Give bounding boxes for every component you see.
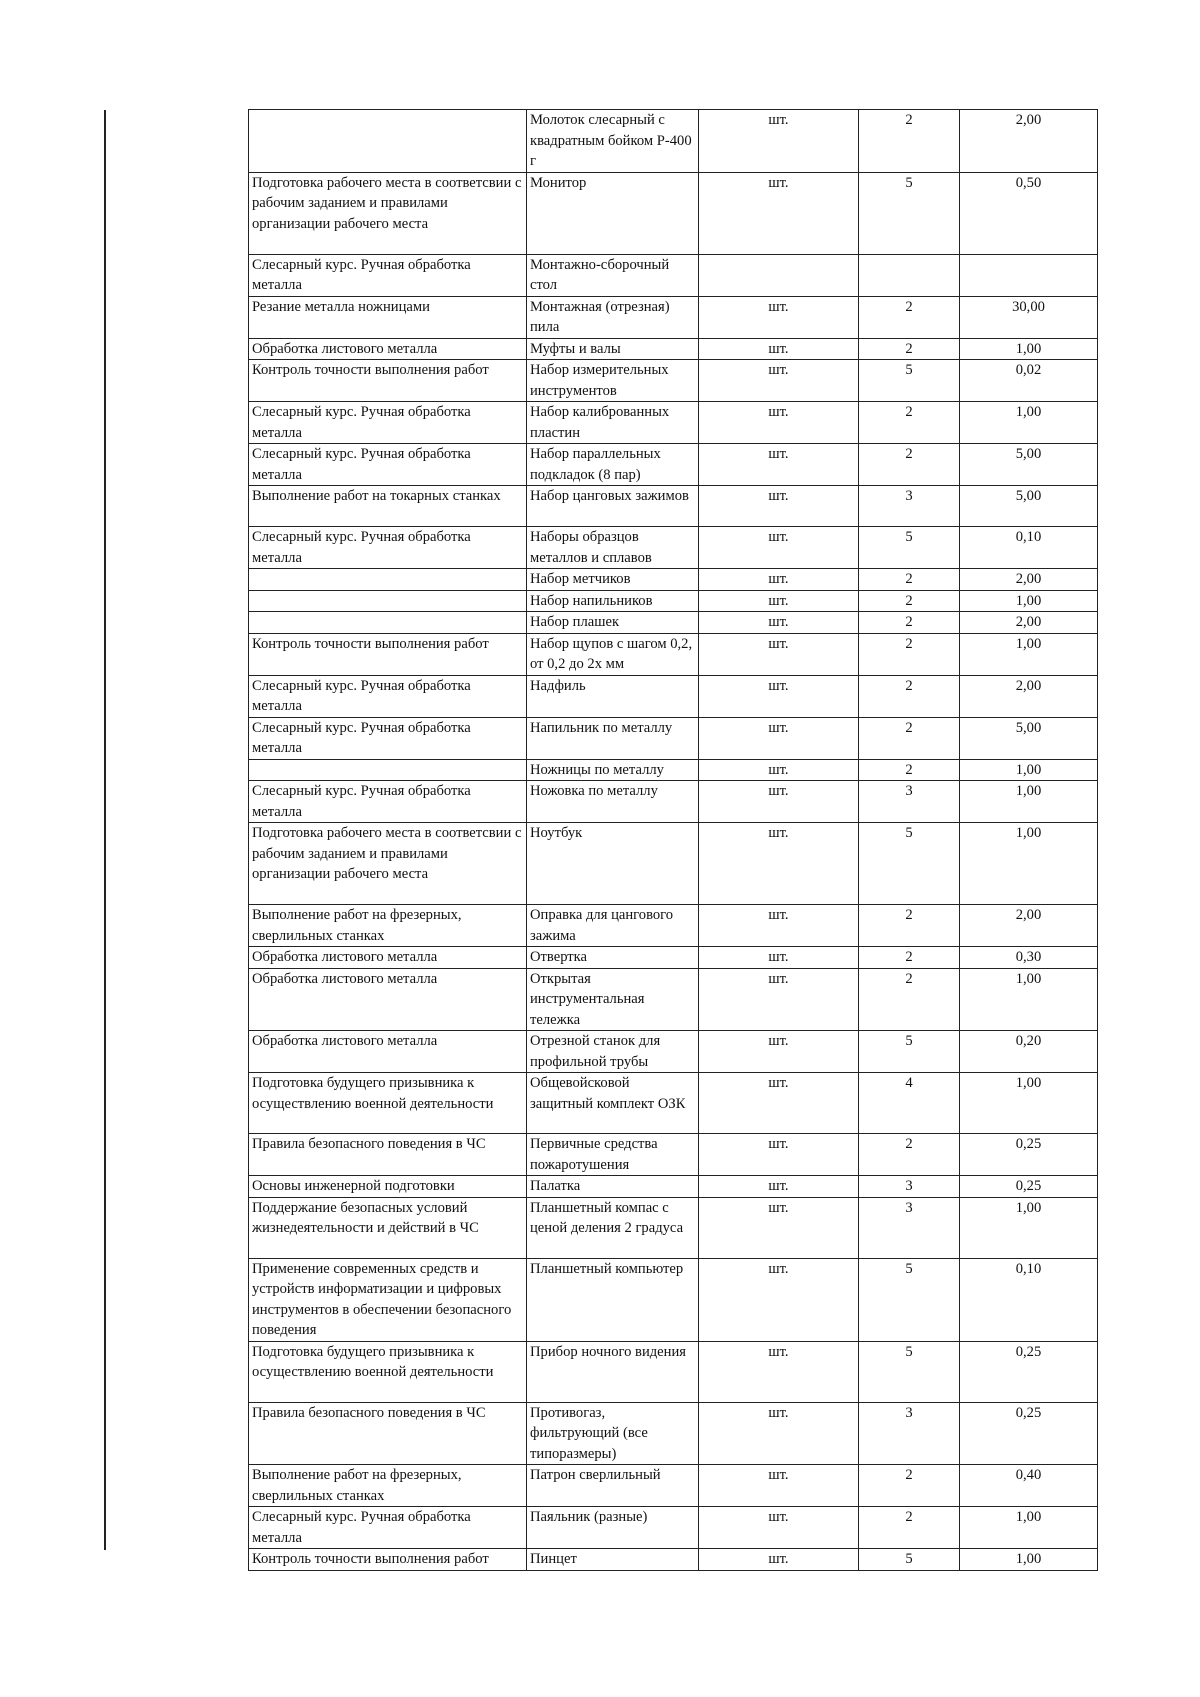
cell-price: 0,02 xyxy=(960,360,1098,402)
cell-price: 2,00 xyxy=(960,675,1098,717)
cell-course: Обработка листового металла xyxy=(249,1031,527,1073)
table-row xyxy=(249,1176,1098,1198)
cell-qty: 2 xyxy=(859,1507,960,1549)
table-row xyxy=(249,296,1098,338)
cell-unit: шт. xyxy=(699,781,859,823)
table-row xyxy=(249,1465,1098,1507)
cell-unit: шт. xyxy=(699,444,859,486)
cell-course: Выполнение работ на фрезерных, сверлильных станках xyxy=(249,905,527,947)
cell-unit: шт. xyxy=(699,717,859,759)
cell-qty: 2 xyxy=(859,717,960,759)
cell-price: 1,00 xyxy=(960,402,1098,444)
cell-unit: шт. xyxy=(699,633,859,675)
table-row xyxy=(249,717,1098,759)
cell-price: 30,00 xyxy=(960,296,1098,338)
table-row xyxy=(249,527,1098,569)
table-row xyxy=(249,612,1098,634)
cell-item: Набор измерительных инструментов xyxy=(527,360,699,402)
cell-unit: шт. xyxy=(699,759,859,781)
cell-qty xyxy=(859,254,960,296)
cell-course: Слесарный курс. Ручная обработка металла xyxy=(249,675,527,717)
cell-item: Набор плашек xyxy=(527,612,699,634)
cell-unit: шт. xyxy=(699,402,859,444)
cell-item: Надфиль xyxy=(527,675,699,717)
cell-course: Контроль точности выполнения работ xyxy=(249,1549,527,1571)
cell-unit: шт. xyxy=(699,823,859,905)
cell-price: 0,25 xyxy=(960,1402,1098,1465)
equipment-table xyxy=(248,109,1098,1571)
cell-item: Напильник по металлу xyxy=(527,717,699,759)
table-row xyxy=(249,781,1098,823)
cell-qty: 2 xyxy=(859,110,960,173)
table-row xyxy=(249,759,1098,781)
cell-item: Противогаз, фильтрующий (все типоразмеры) xyxy=(527,1402,699,1465)
cell-qty: 2 xyxy=(859,905,960,947)
cell-price: 1,00 xyxy=(960,1073,1098,1134)
cell-item: Монтажная (отрезная) пила xyxy=(527,296,699,338)
cell-unit: шт. xyxy=(699,110,859,173)
cell-unit: шт. xyxy=(699,1031,859,1073)
cell-unit xyxy=(699,254,859,296)
cell-item: Ножницы по металлу xyxy=(527,759,699,781)
cell-course: Слесарный курс. Ручная обработка металла xyxy=(249,1507,527,1549)
cell-price: 1,00 xyxy=(960,759,1098,781)
cell-unit: шт. xyxy=(699,360,859,402)
cell-item: Набор параллельных подкладок (8 пар) xyxy=(527,444,699,486)
table-row xyxy=(249,402,1098,444)
cell-item: Набор напильников xyxy=(527,590,699,612)
cell-course: Правила безопасного поведения в ЧС xyxy=(249,1402,527,1465)
cell-unit: шт. xyxy=(699,172,859,254)
cell-qty: 2 xyxy=(859,338,960,360)
cell-unit: шт. xyxy=(699,675,859,717)
cell-price: 2,00 xyxy=(960,569,1098,591)
cell-price: 0,20 xyxy=(960,1031,1098,1073)
table-row xyxy=(249,569,1098,591)
table-row xyxy=(249,1341,1098,1402)
cell-course xyxy=(249,569,527,591)
table-row xyxy=(249,338,1098,360)
cell-qty: 2 xyxy=(859,612,960,634)
table-row xyxy=(249,172,1098,254)
cell-course: Слесарный курс. Ручная обработка металла xyxy=(249,781,527,823)
cell-course xyxy=(249,110,527,173)
cell-course: Слесарный курс. Ручная обработка металла xyxy=(249,444,527,486)
table-row xyxy=(249,968,1098,1031)
cell-price: 1,00 xyxy=(960,1197,1098,1258)
cell-item: Паяльник (разные) xyxy=(527,1507,699,1549)
cell-price: 1,00 xyxy=(960,823,1098,905)
cell-unit: шт. xyxy=(699,1549,859,1571)
cell-item: Планшетный компьютер xyxy=(527,1258,699,1341)
cell-course: Обработка листового металла xyxy=(249,947,527,969)
cell-unit: шт. xyxy=(699,612,859,634)
cell-item: Прибор ночного видения xyxy=(527,1341,699,1402)
cell-price: 2,00 xyxy=(960,905,1098,947)
table-row xyxy=(249,947,1098,969)
table-row xyxy=(249,1197,1098,1258)
cell-course: Слесарный курс. Ручная обработка металла xyxy=(249,254,527,296)
table-row xyxy=(249,823,1098,905)
cell-item: Набор калиброванных пластин xyxy=(527,402,699,444)
cell-unit: шт. xyxy=(699,1465,859,1507)
cell-qty: 2 xyxy=(859,947,960,969)
cell-qty: 2 xyxy=(859,569,960,591)
equipment-table-body xyxy=(249,110,1098,1571)
cell-qty: 3 xyxy=(859,486,960,527)
table-row xyxy=(249,1258,1098,1341)
cell-qty: 2 xyxy=(859,1134,960,1176)
cell-price: 0,25 xyxy=(960,1341,1098,1402)
cell-item: Набор метчиков xyxy=(527,569,699,591)
cell-qty: 3 xyxy=(859,1176,960,1198)
cell-course: Выполнение работ на фрезерных, сверлильных станках xyxy=(249,1465,527,1507)
cell-price: 1,00 xyxy=(960,1549,1098,1571)
cell-course: Обработка листового металла xyxy=(249,338,527,360)
cell-qty: 2 xyxy=(859,590,960,612)
cell-item: Молоток слесарный с квадратным бойком Р-400 г xyxy=(527,110,699,173)
cell-item: Патрон сверлильный xyxy=(527,1465,699,1507)
cell-unit: шт. xyxy=(699,1258,859,1341)
cell-unit: шт. xyxy=(699,296,859,338)
cell-price: 0,30 xyxy=(960,947,1098,969)
cell-qty: 3 xyxy=(859,781,960,823)
cell-item: Отвертка xyxy=(527,947,699,969)
cell-item: Оправка для цангового зажима xyxy=(527,905,699,947)
table-row xyxy=(249,254,1098,296)
cell-item: Ножовка по металлу xyxy=(527,781,699,823)
cell-qty: 5 xyxy=(859,1549,960,1571)
cell-price: 0,25 xyxy=(960,1134,1098,1176)
cell-qty: 2 xyxy=(859,444,960,486)
cell-item: Пинцет xyxy=(527,1549,699,1571)
cell-unit: шт. xyxy=(699,1197,859,1258)
cell-course: Правила безопасного поведения в ЧС xyxy=(249,1134,527,1176)
cell-unit: шт. xyxy=(699,1176,859,1198)
table-row xyxy=(249,590,1098,612)
cell-course: Применение современных средств и устройств информатизации и цифровых инструментов в обеспечении безопасного поведения xyxy=(249,1258,527,1341)
cell-price: 2,00 xyxy=(960,612,1098,634)
cell-qty: 2 xyxy=(859,633,960,675)
table-row xyxy=(249,360,1098,402)
table-row xyxy=(249,444,1098,486)
cell-course: Поддержание безопасных условий жизнедеятельности и действий в ЧС xyxy=(249,1197,527,1258)
table-row xyxy=(249,1402,1098,1465)
table-row xyxy=(249,905,1098,947)
cell-qty: 3 xyxy=(859,1402,960,1465)
cell-item: Общевойсковой защитный комплект ОЗК xyxy=(527,1073,699,1134)
cell-course xyxy=(249,590,527,612)
table-row xyxy=(249,1549,1098,1571)
cell-price: 0,10 xyxy=(960,1258,1098,1341)
cell-price: 0,10 xyxy=(960,527,1098,569)
cell-qty: 5 xyxy=(859,172,960,254)
cell-qty: 2 xyxy=(859,1465,960,1507)
cell-qty: 2 xyxy=(859,759,960,781)
table-row xyxy=(249,675,1098,717)
cell-course: Слесарный курс. Ручная обработка металла xyxy=(249,717,527,759)
cell-unit: шт. xyxy=(699,338,859,360)
cell-course: Подготовка рабочего места в соответсвии с рабочим заданием и правилами организации рабочего места xyxy=(249,823,527,905)
cell-item: Набор щупов с шагом 0,2, от 0,2 до 2х мм xyxy=(527,633,699,675)
cell-qty: 5 xyxy=(859,527,960,569)
cell-qty: 4 xyxy=(859,1073,960,1134)
cell-item: Планшетный компас с ценой деления 2 градуса xyxy=(527,1197,699,1258)
cell-qty: 5 xyxy=(859,360,960,402)
table-row xyxy=(249,633,1098,675)
cell-unit: шт. xyxy=(699,527,859,569)
table-row xyxy=(249,486,1098,527)
table-row xyxy=(249,1073,1098,1134)
cell-unit: шт. xyxy=(699,947,859,969)
cell-item: Монитор xyxy=(527,172,699,254)
cell-qty: 2 xyxy=(859,675,960,717)
cell-qty: 5 xyxy=(859,823,960,905)
cell-item: Отрезной станок для профильной трубы xyxy=(527,1031,699,1073)
cell-unit: шт. xyxy=(699,905,859,947)
cell-qty: 5 xyxy=(859,1341,960,1402)
cell-unit: шт. xyxy=(699,590,859,612)
cell-price xyxy=(960,254,1098,296)
cell-unit: шт. xyxy=(699,968,859,1031)
cell-unit: шт. xyxy=(699,1134,859,1176)
cell-item: Палатка xyxy=(527,1176,699,1198)
cell-price: 1,00 xyxy=(960,1507,1098,1549)
cell-course: Обработка листового металла xyxy=(249,968,527,1031)
cell-course xyxy=(249,759,527,781)
cell-unit: шт. xyxy=(699,1341,859,1402)
cell-price: 1,00 xyxy=(960,338,1098,360)
cell-item: Муфты и валы xyxy=(527,338,699,360)
cell-qty: 2 xyxy=(859,296,960,338)
cell-price: 0,50 xyxy=(960,172,1098,254)
cell-qty: 5 xyxy=(859,1031,960,1073)
cell-price: 5,00 xyxy=(960,444,1098,486)
cell-course: Контроль точности выполнения работ xyxy=(249,360,527,402)
cell-price: 0,40 xyxy=(960,1465,1098,1507)
cell-price: 5,00 xyxy=(960,717,1098,759)
cell-price: 1,00 xyxy=(960,590,1098,612)
table-row xyxy=(249,110,1098,173)
cell-item: Ноутбук xyxy=(527,823,699,905)
cell-item: Набор цанговых зажимов xyxy=(527,486,699,527)
cell-price: 1,00 xyxy=(960,781,1098,823)
cell-unit: шт. xyxy=(699,1507,859,1549)
table-row xyxy=(249,1134,1098,1176)
cell-qty: 2 xyxy=(859,402,960,444)
cell-course: Выполнение работ на токарных станках xyxy=(249,486,527,527)
cell-item: Монтажно-сборочный стол xyxy=(527,254,699,296)
cell-course: Контроль точности выполнения работ xyxy=(249,633,527,675)
cell-qty: 5 xyxy=(859,1258,960,1341)
cell-item: Открытая инструментальная тележка xyxy=(527,968,699,1031)
cell-course: Основы инженерной подготовки xyxy=(249,1176,527,1198)
cell-price: 2,00 xyxy=(960,110,1098,173)
cell-qty: 2 xyxy=(859,968,960,1031)
cell-unit: шт. xyxy=(699,486,859,527)
cell-price: 0,25 xyxy=(960,1176,1098,1198)
table-row xyxy=(249,1031,1098,1073)
cell-unit: шт. xyxy=(699,1402,859,1465)
cell-course: Слесарный курс. Ручная обработка металла xyxy=(249,402,527,444)
cell-course xyxy=(249,612,527,634)
cell-item: Наборы образцов металлов и сплавов xyxy=(527,527,699,569)
cell-course: Подготовка будущего призывника к осуществлению военной деятельности xyxy=(249,1341,527,1402)
cell-course: Подготовка рабочего места в соответсвии с рабочим заданием и правилами организации рабочего места xyxy=(249,172,527,254)
cell-price: 5,00 xyxy=(960,486,1098,527)
table-row xyxy=(249,1507,1098,1549)
cell-course: Подготовка будущего призывника к осуществлению военной деятельности xyxy=(249,1073,527,1134)
cell-course: Резание металла ножницами xyxy=(249,296,527,338)
cell-price: 1,00 xyxy=(960,968,1098,1031)
left-margin-line xyxy=(104,110,106,1550)
cell-unit: шт. xyxy=(699,1073,859,1134)
cell-item: Первичные средства пожаротушения xyxy=(527,1134,699,1176)
cell-unit: шт. xyxy=(699,569,859,591)
cell-price: 1,00 xyxy=(960,633,1098,675)
cell-qty: 3 xyxy=(859,1197,960,1258)
cell-course: Слесарный курс. Ручная обработка металла xyxy=(249,527,527,569)
